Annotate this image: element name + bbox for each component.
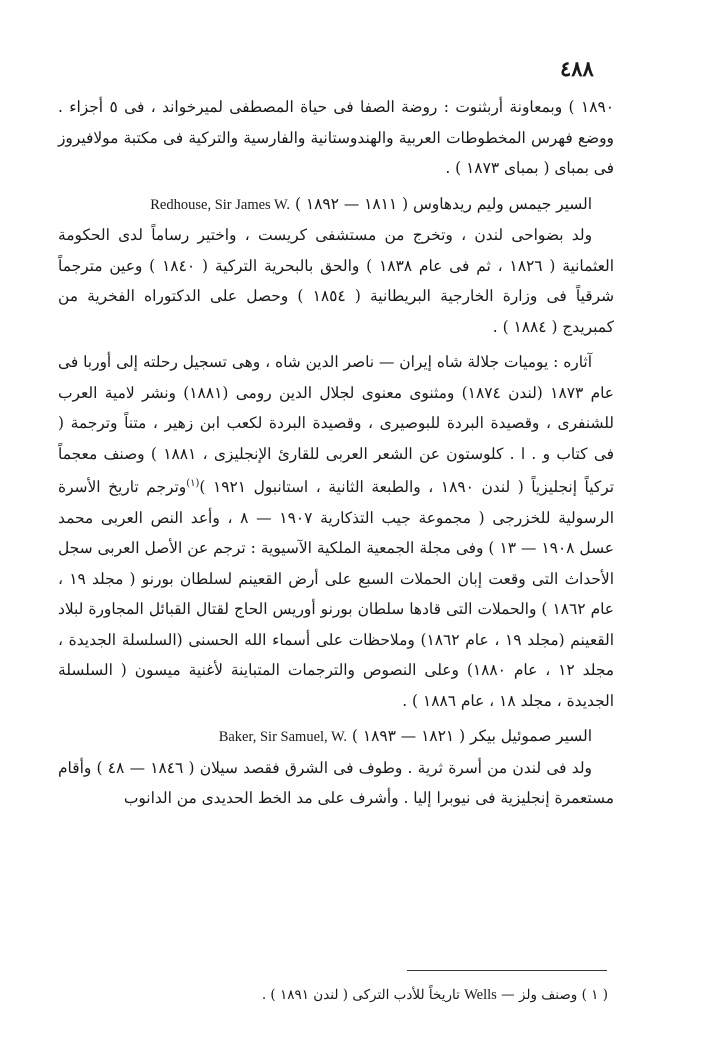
entry-heading-redhouse-arabic: السير جيمس وليم ريدهاوس ( ١٨١١ — ١٨٩٢ ) bbox=[294, 194, 592, 213]
entry-heading-baker bbox=[58, 721, 614, 753]
footnote-latin: Wells bbox=[464, 987, 497, 1003]
footnote-text-before: وصنف ولز — bbox=[501, 987, 578, 1003]
main-text bbox=[58, 92, 614, 819]
footnote-separator bbox=[407, 970, 607, 971]
footnote bbox=[130, 983, 608, 1007]
paragraph-baker-bio: ولد فى لندن من أسرة ثرية . وطوف فى الشرق فقصد سيلان ( ١٨٤٦ — ٤٨ ) وأقام مستعمرة إنجليزية فى نيوبرا إليا . وأشرف على مد الخط الحديدى من الدانوب bbox=[58, 758, 614, 808]
footnote-text-after: تاريخاً للأدب التركى ( لندن ١٨٩١ ) . bbox=[261, 987, 460, 1003]
works-text-part2: وترجم تاريخ الأسرة الرسولية للخزرجى ( مجموعة جيب التذكارية ١٩٠٧ — ٨ ، وأعد النص العربى محمد عسل ١٩٠٨ — ١٣ ) وفى مجلة الجمعية الملكية الآسيوية : ترجم عن الأصل العربى سجل الأحداث التى وقعت إبان الحملات السبع على أرض القعينم لسلطان بورنو ( مجلد ١٩ ، عام ١٨٦٢ ) والحملات التى قادها سلطان بورنو أوريس الحاج لقتال القبائل المجاورة لبلاد القعينم (مجلد ١٩ ، عام ١٨٦٢) وملاحظات على أسماء الله الحسنى (السلسلة الجديدة ، مجلد ١٢ ، عام ١٨٨٠) وعلى النصوص والترجمات المتباينة لأغنية ميسون ( السلسلة الجديدة ، مجلد ١٨ ، عام ١٨٨٦ ) . bbox=[58, 478, 614, 710]
paragraph-continuation: ١٨٩٠ ) وبمعاونة أربثنوت : روضة الصفا فى حياة المصطفى لميرخواند ، فى ٥ أجزاء . ووضع فهرس المخطوطات العربية والهندوستانية والفارسية والتركية فى مكتبة مولافيروز فى بمباى ( بمباى ١٨٧٣ ) . bbox=[58, 98, 614, 177]
paragraph-redhouse-bio: ولد بضواحى لندن ، وتخرج من مستشفى كريست ، واختير رساماً لدى الحكومة العثمانية ( ١٨٢٦ ، ثم فى عام ١٨٣٨ ) والحق بالبحرية التركية ( ١٨٤٠ ) وعين مترجماً شرقياً فى وزارة الخارجية البريطانية ( ١٨٥٤ ) وحصل على الدكتوراه الفخرية من كمبريدج ( ١٨٨٤ ) . bbox=[58, 226, 615, 336]
entry-heading-baker-arabic: السير صموئيل بيكر ( ١٨٢١ — ١٨٩٣ ) bbox=[351, 727, 592, 746]
entry-heading-redhouse-latin: Redhouse, Sir James W. bbox=[150, 196, 291, 213]
entry-heading-redhouse bbox=[58, 189, 614, 221]
works-text-part1: آثاره : يوميات جلالة شاه إيران — ناصر الدين شاه ، وهى تسجيل رحلته إلى أوربا فى عام ١٨٧٣ (لندن ١٨٧٤) ومثنوى معنوى لجلال الدين رومى (١٨٨١) ونشر لامية العرب للشنفرى ، وقصيدة البردة للبوصيرى ، وقصيدة البردة لكعب ابن زهير ، متناً وترجمة ( فى كتاب و . ا . كلوستون عن الشعر العربى للقارئ الإنجليزى ، ١٨٨١ ) وصنف معجماً تركياً إنجليزياً ( لندن ١٨٩٠ ، والطبعة الثانية ، استانبول ١٩٢١ ) bbox=[58, 353, 615, 497]
paragraph-redhouse-works bbox=[58, 347, 614, 716]
footnote-marker: ( ١ ) bbox=[581, 987, 608, 1003]
page-number: ٤٨٨ bbox=[560, 56, 594, 81]
footnote-reference: (١) bbox=[186, 478, 200, 489]
entry-heading-baker-latin: Baker, Sir Samuel, W. bbox=[218, 729, 348, 746]
